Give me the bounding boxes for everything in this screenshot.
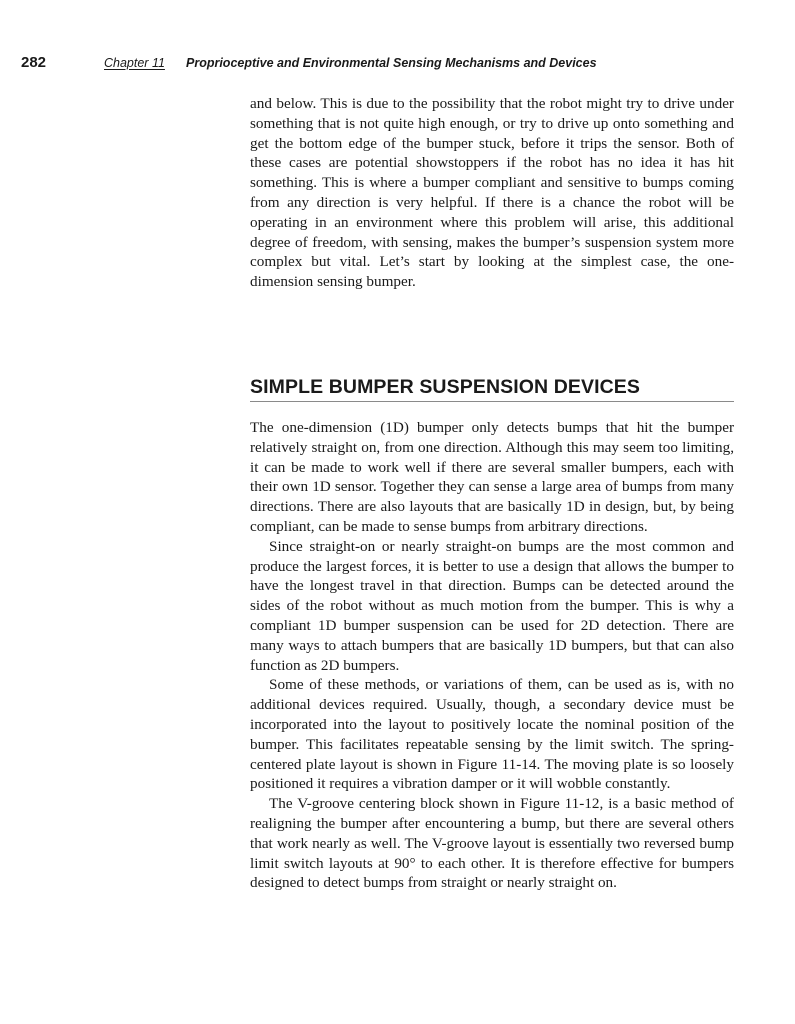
section-heading: SIMPLE BUMPER SUSPENSION DEVICES bbox=[250, 375, 734, 402]
chapter-title: Proprioceptive and Environmental Sensing Mechanisms and Devices bbox=[186, 56, 597, 70]
running-header bbox=[21, 54, 761, 76]
paragraph: Some of these methods, or variations of them, can be used as is, with no additional devices required. Usually, though, a secondary device must be incorporated into the layout to positively locate the nominal position of the bumper. This facilitates repeatable sensing by the limit switch. The spring-centered plate layout is shown in Figure 11-14. The moving plate is so loosely positioned it requires a vibration damper or it will wobble constantly. bbox=[250, 676, 734, 793]
paragraph: and below. This is due to the possibility that the robot might try to drive under something that is not quite high enough, or try to drive up onto something and get the bottom edge of the bumper stuck, before it trips the sensor. Both of these cases are potential showstoppers if the robot has no idea it has hit something. This is where a bumper compliant and sensitive to bumps coming from any direction is very helpful. If there is a chance the robot will be operating in an environment where this problem will arise, this additional degree of freedom, with sensing, makes the bumper’s suspension system more complex but vital. Let’s start by looking at the simplest case, the one-dimension sensing bumper. bbox=[250, 95, 734, 291]
paragraph: The one-dimension (1D) bumper only detects bumps that hit the bumper relatively straight on, from one direction. Although this may seem too limiting, it can be made to work well if there are several smaller bumpers, each with their own 1D sensor. Together they can sense a large area of bumps from many directions. There are also layouts that are basically 1D in design, but, by being compliant, can be made to sense bumps from arbitrary directions. bbox=[250, 419, 734, 535]
paragraph: The V-groove centering block shown in Figure 11-12, is a basic method of realigning the bumper after encountering a bump, but there are several others that work nearly as well. The V-groove layout is essentially two reversed bump limit switch layouts at 90° to each other. It is therefore effective for bumpers designed to detect bumps from straight or nearly straight on. bbox=[250, 795, 734, 892]
page-number: 282 bbox=[21, 54, 47, 71]
chapter-label: Chapter 11 bbox=[104, 56, 165, 70]
intro-text-block bbox=[250, 94, 734, 292]
section-body bbox=[250, 418, 734, 893]
paragraph: Since straight-on or nearly straight-on bumps are the most common and produce the largest forces, it is better to use a design that allows the bumper to have the longest travel in that direction. Bumps can be detected around the sides of the robot without as much motion from the bumper. This is why a compliant 1D bumper suspension can be used for 2D detection. There are many ways to attach bumpers that are basically 1D bumpers, but that can also function as 2D bumpers. bbox=[250, 537, 734, 674]
